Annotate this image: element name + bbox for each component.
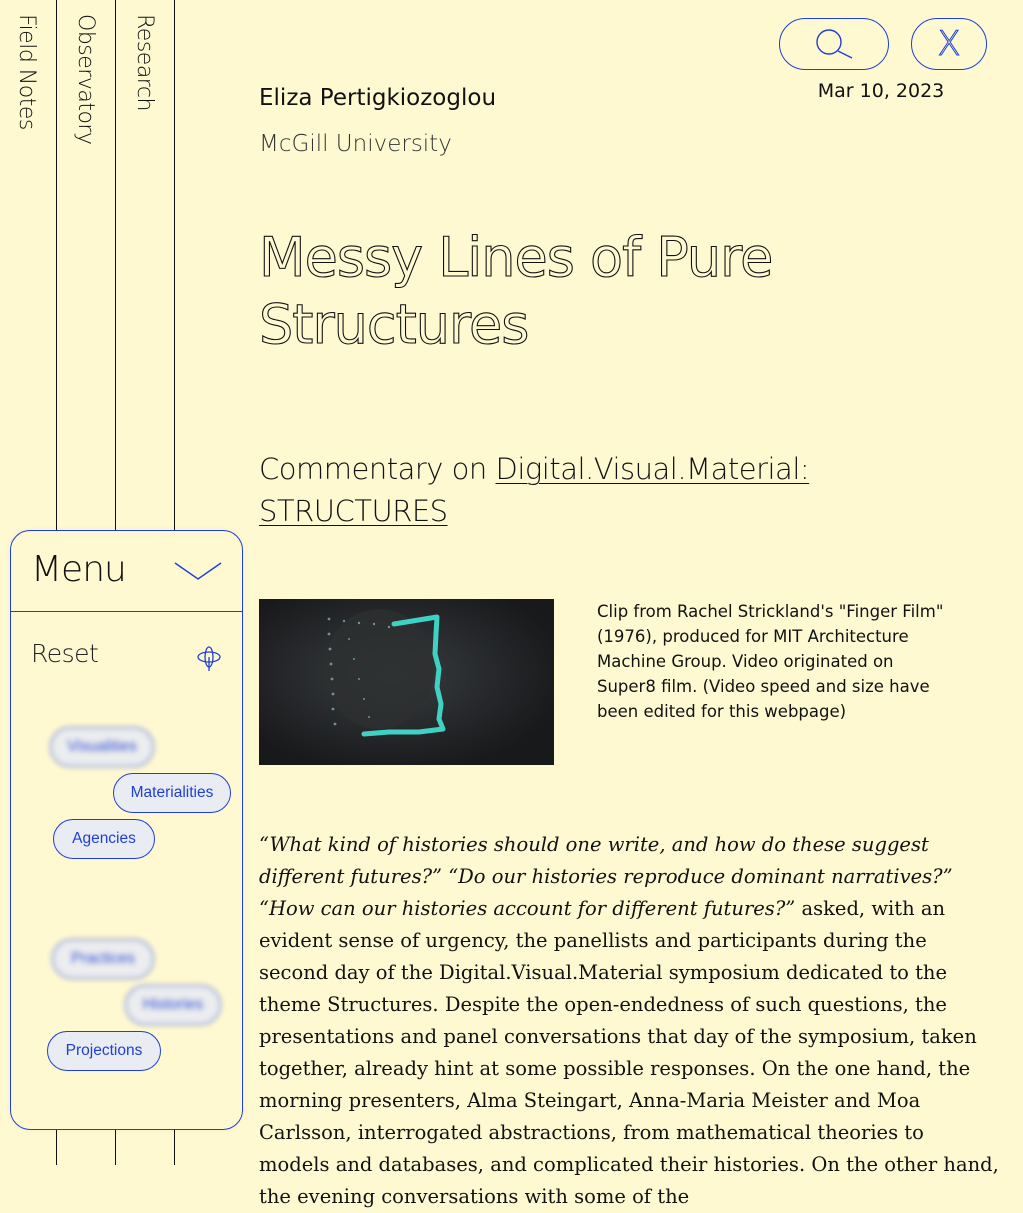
reset-button[interactable]: Reset	[31, 639, 99, 668]
chevron-down-icon	[173, 559, 223, 583]
menu-toggle[interactable]	[11, 531, 242, 612]
video-player[interactable]	[259, 599, 554, 765]
menu-label: Menu	[31, 549, 126, 590]
filter-chip-histories[interactable]: Histories	[125, 985, 221, 1025]
side-tab-research[interactable]: Research	[132, 14, 157, 111]
video-still	[259, 599, 554, 765]
close-icon: X	[937, 24, 961, 64]
author-name: Eliza Pertigkiozoglou	[259, 85, 497, 111]
video-caption: Clip from Rachel Strickland's "Finger Film" (1976), produced for MIT Architecture Machine Group. Video originated on Super8 film. (Video speed and size have been edited for this webpage)	[597, 602, 944, 721]
filter-chip-visualities[interactable]: Visualities	[50, 727, 154, 767]
article-body: “What kind of histories should one write, and how do these suggest different futures?” “Do our histories reproduce dominant narratives?” “How can our histories account for different futures?” asked, with an evident sense of urgency, the panellists and participants during the second day of the Digital.Visual.Material symposium dedicated to the theme Structures. Despite the open-endedness of such questions, the presentations and panel conversations that day of the symposium, taken together, already hint at some possible responses. On the one hand, the morning presenters, Alma Steingart, Anna-Maria Meister and Moa Carlsson, interrogated abstractions, from mathematical theories to models and databases, and complicated their histories. On the other hand, the evening conversations with some of the	[259, 833, 999, 1208]
page-title: Messy Lines of Pure Structures	[259, 226, 773, 356]
reset-icon[interactable]	[195, 645, 223, 673]
side-tab-field-notes[interactable]: Field Notes	[14, 14, 39, 130]
search-button[interactable]	[779, 18, 889, 70]
filter-chip-materialities[interactable]: Materialities	[113, 773, 231, 813]
filter-chip-practices[interactable]: Practices	[52, 939, 154, 979]
filter-chip-agencies[interactable]: Agencies	[53, 819, 155, 859]
publish-date: Mar 10, 2023	[817, 80, 945, 102]
close-button[interactable]	[911, 18, 987, 70]
filter-menu	[10, 530, 243, 1130]
commentary-prefix: Commentary on	[259, 452, 496, 486]
commentary-heading	[259, 448, 859, 532]
commentary-link[interactable]: Digital.Visual.Material: STRUCTURES	[259, 452, 810, 528]
author-affiliation: McGill University	[259, 131, 452, 157]
side-tab-observatory[interactable]: Observatory	[73, 14, 98, 145]
filter-chip-projections[interactable]: Projections	[47, 1031, 161, 1071]
search-icon	[804, 24, 864, 64]
